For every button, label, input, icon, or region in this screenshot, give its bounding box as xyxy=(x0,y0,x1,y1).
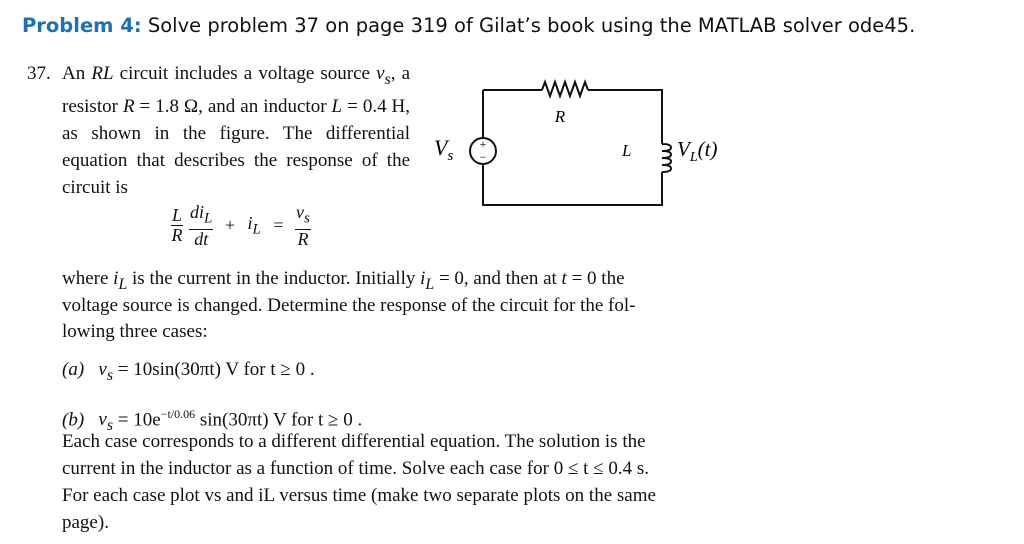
intro-vs: $v_s$ xyxy=(376,63,391,88)
closing-line-2: current in the inductor as a function of time. Solve each case for 0 ≤ t ≤ 0.4 s. xyxy=(62,458,649,479)
closing-line-1: Each case corresponds to a different differential equation. The solution is the xyxy=(62,431,646,452)
problem-label: Problem 4: xyxy=(22,14,142,37)
eq-equals: = xyxy=(273,215,284,236)
rl-circuit-diagram xyxy=(410,70,750,220)
source-plus: + xyxy=(479,137,487,151)
intro-l: L xyxy=(331,95,343,117)
where-line: where $i_L$ is the current in the inductor. Initially $i_L = 0$, and then at t = 0 the xyxy=(62,268,625,293)
problem-header xyxy=(22,14,1012,37)
resistor-symbol xyxy=(542,82,588,96)
eq-plus: + xyxy=(224,215,236,236)
frac-vs-over-r: $\frac{v_s}{R}$ xyxy=(296,202,310,249)
resistor-label: R xyxy=(554,107,566,126)
inductor-symbol xyxy=(662,144,671,172)
case-a: (a) $v_s = 10\sin(30\pi t)$ V for t ≥ 0 . xyxy=(62,359,315,384)
frac-dil-dt: $\frac{di_L}{dt}$ xyxy=(190,202,213,249)
intro-text: , a resistor xyxy=(62,63,411,117)
intro-text: = 1.8 Ω, and an inductor xyxy=(139,95,327,117)
problem-instruction: Solve problem 37 on page 319 of Gilat’s book using the MATLAB solver ode45. xyxy=(147,14,916,37)
intro-text: An xyxy=(62,63,86,84)
para-line-2: voltage source is changed. Determine the response of the circuit for the fol- xyxy=(62,295,636,316)
eq-il: $i_L$ xyxy=(247,213,261,238)
intro-text: circuit includes a voltage source xyxy=(119,63,370,84)
inductor-label: L xyxy=(622,141,632,160)
para-line-3: lowing three cases: xyxy=(62,321,208,342)
closing-line-3: For each case plot vs and iL versus time (make two separate plots on the same xyxy=(62,485,656,506)
closing-line-4: page). xyxy=(62,512,109,533)
problem-intro xyxy=(62,60,410,201)
source-label: $V_s$ xyxy=(434,135,454,164)
problem-number: 37. xyxy=(27,63,51,84)
wire-top-right xyxy=(588,90,662,144)
frac-l-over-r: $\frac{L}{R}$ xyxy=(171,205,183,246)
output-label: $V_L(t)$ xyxy=(677,137,718,165)
intro-text: = 0.4 H, as shown in the figure. The differential equation that describes the response of the circuit is xyxy=(62,95,411,198)
differential-equation xyxy=(168,203,314,259)
source-minus: − xyxy=(479,150,487,164)
case-b: (b) $v_s = 10e^{-t/0.06}$ sin(30πt) V for t ≥ 0 . xyxy=(62,407,363,435)
intro-r: R xyxy=(122,95,135,117)
intro-rl: RL xyxy=(91,63,114,84)
wire-bottom xyxy=(483,164,662,205)
